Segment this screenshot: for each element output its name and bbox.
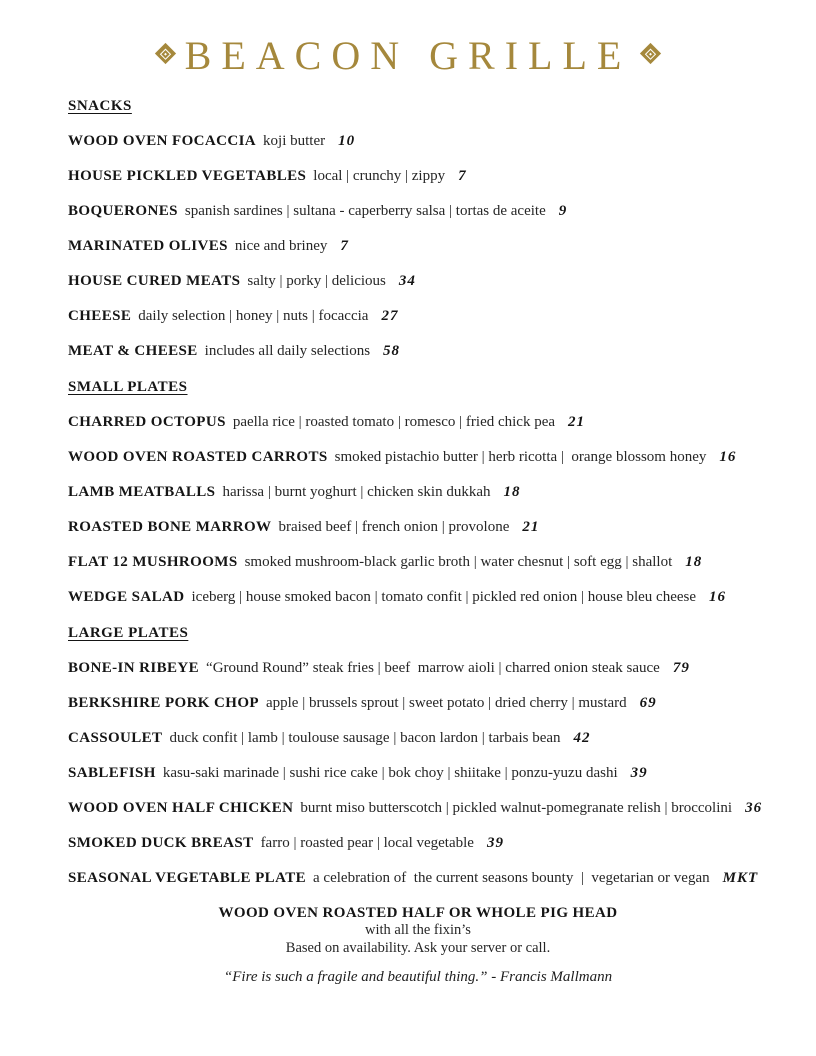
menu-item	[68, 342, 768, 360]
menu-content	[68, 97, 768, 986]
section-heading: LARGE PLATES	[68, 625, 189, 641]
menu-section	[68, 378, 768, 606]
menu-item	[68, 483, 768, 501]
menu-item	[68, 272, 768, 290]
menu-item	[68, 448, 768, 466]
diamond-icon-dot	[164, 52, 167, 55]
item-description: local | crunchy | zippy	[313, 168, 446, 184]
item-name: WOOD OVEN FOCACCIA	[68, 133, 257, 149]
item-price: 7	[458, 168, 467, 184]
special-item-title: WOOD OVEN ROASTED HALF OR WHOLE PIG HEAD	[218, 905, 618, 921]
item-name: BOQUERONES	[68, 203, 178, 219]
item-name: WEDGE SALAD	[68, 589, 185, 605]
item-price: 18	[503, 484, 521, 500]
item-name: WOOD OVEN HALF CHICKEN	[68, 800, 294, 816]
item-price: 21	[522, 519, 540, 535]
special-item-availability: Based on availability. Ask your server or call.	[285, 939, 551, 956]
item-price: 16	[719, 449, 737, 465]
item-price: 27	[381, 308, 399, 324]
menu-section	[68, 97, 768, 360]
item-description: iceberg | house smoked bacon | tomato confit | pickled red onion | house bleu cheese	[191, 589, 697, 605]
menu-item	[68, 764, 768, 782]
diamond-icon-outer	[640, 42, 661, 63]
menu-item	[68, 694, 768, 712]
item-description: includes all daily selections	[204, 343, 371, 359]
item-description: harissa | burnt yoghurt | chicken skin dukkah	[222, 484, 491, 500]
item-price: 39	[630, 765, 648, 781]
item-price: 7	[340, 238, 349, 254]
diamond-icon-inner	[160, 47, 171, 58]
menu-item	[68, 518, 768, 536]
menu-item	[68, 834, 768, 852]
section-items	[68, 413, 768, 606]
menu-item	[68, 167, 768, 185]
item-description: duck confit | lamb | toulouse sausage | bacon lardon | tarbais bean	[169, 730, 561, 746]
item-price: 21	[568, 414, 586, 430]
diamond-icon-outer	[155, 42, 176, 63]
menu-item	[68, 588, 768, 606]
item-description: koji butter	[263, 133, 326, 149]
section-heading: SMALL PLATES	[68, 379, 188, 395]
item-name: HOUSE CURED MEATS	[68, 273, 241, 289]
item-name: CASSOULET	[68, 730, 163, 746]
menu-header	[0, 0, 816, 76]
menu-section	[68, 624, 768, 887]
item-price: 34	[398, 273, 416, 289]
item-name: SEASONAL VEGETABLE PLATE	[68, 870, 307, 886]
diamond-icon	[639, 42, 661, 64]
item-description: a celebration of the current seasons bounty | vegetarian or vegan	[313, 870, 710, 886]
menu-item	[68, 307, 768, 325]
diamond-icon-inner	[645, 47, 656, 58]
menu-item	[68, 553, 768, 571]
section-items	[68, 659, 768, 887]
diamond-icon-dot	[649, 52, 652, 55]
item-description: apple | brussels sprout | sweet potato | dried cherry | mustard	[265, 695, 627, 711]
item-price: 16	[709, 589, 727, 605]
item-description: salty | porky | delicious	[247, 273, 386, 289]
item-name: MEAT & CHEESE	[68, 343, 198, 359]
footer-quote: “Fire is such a fragile and beautiful thing.” - Francis Mallmann	[223, 969, 613, 985]
item-price: 58	[383, 343, 401, 359]
item-description: braised beef | french onion | provolone	[278, 519, 510, 535]
item-name: CHARRED OCTOPUS	[68, 414, 226, 430]
menu-item	[68, 659, 768, 677]
menu-item	[68, 799, 768, 817]
item-price: 42	[573, 730, 591, 746]
item-description: nice and briney	[234, 238, 328, 254]
item-name: SMOKED DUCK BREAST	[68, 835, 254, 851]
item-price: 79	[672, 660, 690, 676]
item-description: farro | roasted pear | local vegetable	[260, 835, 474, 851]
item-description: kasu-saki marinade | sushi rice cake | bok choy | shiitake | ponzu-yuzu dashi	[162, 765, 618, 781]
item-description: smoked pistachio butter | herb ricotta | orange blossom honey	[334, 449, 707, 465]
item-description: smoked mushroom-black garlic broth | water chesnut | soft egg | shallot	[244, 554, 673, 570]
menu-sections	[68, 97, 768, 887]
item-name: SABLEFISH	[68, 765, 156, 781]
item-price: 36	[745, 800, 763, 816]
item-price: 39	[486, 835, 504, 851]
item-description: “Ground Round” steak fries | beef marrow aioli | charred onion steak sauce	[206, 660, 660, 676]
item-price: 69	[639, 695, 657, 711]
item-name: LAMB MEATBALLS	[68, 484, 216, 500]
item-name: FLAT 12 MUSHROOMS	[68, 554, 238, 570]
menu-item	[68, 202, 768, 220]
restaurant-title: BEACON GRILLE	[184, 33, 632, 78]
item-price: 9	[558, 203, 568, 219]
item-name: ROASTED BONE MARROW	[68, 519, 272, 535]
item-name: WOOD OVEN ROASTED CARROTS	[68, 449, 328, 465]
special-item-subtitle: with all the fixin’s	[365, 922, 471, 938]
diamond-icon	[155, 42, 177, 64]
section-items	[68, 132, 768, 360]
item-name: CHEESE	[68, 308, 132, 324]
item-price: 10	[338, 133, 356, 149]
item-name: MARINATED OLIVES	[68, 238, 228, 254]
item-description: spanish sardines | sultana - caperberry salsa | tortas de aceite	[184, 203, 546, 219]
menu-footer	[68, 904, 768, 986]
item-name: HOUSE PICKLED VEGETABLES	[68, 168, 307, 184]
item-description: burnt miso butterscotch | pickled walnut-pomegranate relish | broccolini	[300, 800, 733, 816]
menu-item	[68, 413, 768, 431]
menu-item	[68, 132, 768, 150]
item-name: BERKSHIRE PORK CHOP	[68, 695, 259, 711]
item-name: BONE-IN RIBEYE	[68, 660, 200, 676]
item-price: 18	[685, 554, 703, 570]
section-heading: SNACKS	[68, 98, 132, 114]
item-description: paella rice | roasted tomato | romesco | fried chick pea	[232, 414, 556, 430]
item-price: MKT	[722, 870, 759, 886]
item-description: daily selection | honey | nuts | focaccia	[138, 308, 369, 324]
menu-item	[68, 729, 768, 747]
menu-item	[68, 869, 768, 887]
menu-item	[68, 237, 768, 255]
